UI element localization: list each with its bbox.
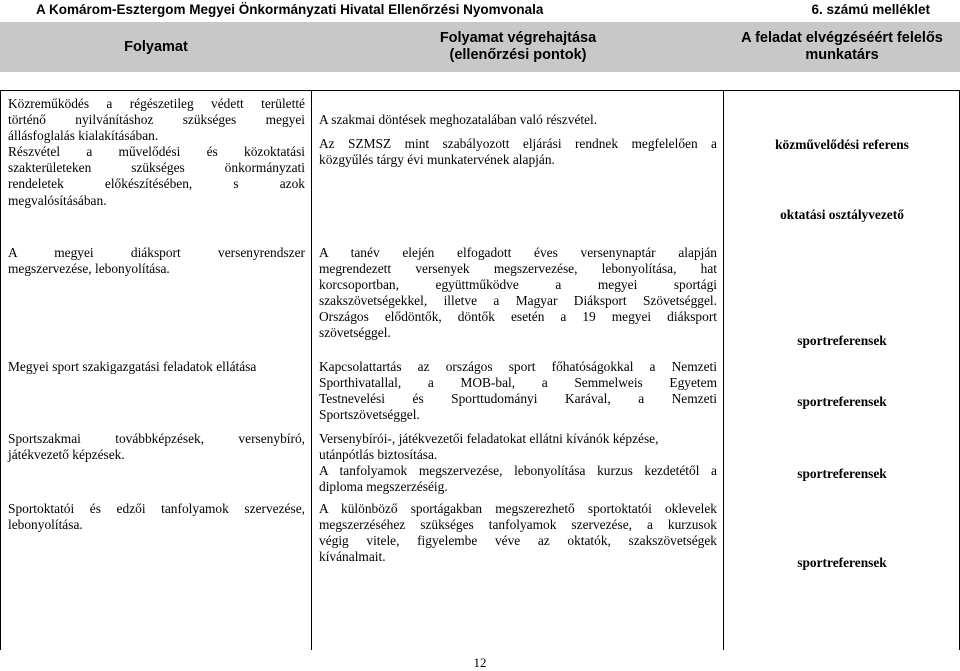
row-5-responsible: sportreferensek bbox=[797, 555, 887, 570]
annex-label: 6. számú melléklet bbox=[811, 2, 930, 17]
row-3-process: Megyei sport szakigazgatási feladatok ellátása bbox=[8, 359, 257, 374]
row-4-responsible: sportreferensek bbox=[797, 466, 887, 481]
table-top-rule bbox=[0, 90, 960, 91]
row-4-process: Sportszakmai továbbképzések, versenybíró, játékvezető képzések. bbox=[8, 431, 305, 463]
header-execution: Folyamat végrehajtása (ellenőrzési pontok) bbox=[439, 30, 597, 63]
row-2-execution: A tanév elején elfogadott éves versenynaptár alapján megrendezett versenyek megszervezése, lebonyolítása, hat korcsoportban, együttműködve a megyei sportági szakszövetségekkel, illetve a Magyar Diáksport Szövetséggel. Országos elődöntők, döntők esetén a 19 megyei diáksport szövetséggel. bbox=[319, 245, 717, 341]
row-1-responsible-1: közművelődési referens bbox=[775, 137, 909, 152]
row-5-execution: A különböző sportágakban megszerezhető sportoktatói oklevelek megszerzéséhez szükséges tanfolyamok szervezése, a kurzusok végig vitele, figyelembe véve az oktatók, szakszövetségek kívánalmait. bbox=[319, 501, 717, 565]
row-2-process: A megyei diáksport versenyrendszer megszervezése, lebonyolítása. bbox=[8, 245, 305, 277]
row-2-responsible: sportreferensek bbox=[797, 333, 887, 348]
document-top-line bbox=[0, 0, 960, 20]
column-divider-1 bbox=[0, 90, 1, 650]
row-1-responsible-2: oktatási osztályvezető bbox=[780, 207, 904, 222]
header-responsible: A feladat elvégzéséért felelős munkatárs bbox=[741, 30, 943, 63]
column-divider-2 bbox=[311, 90, 312, 650]
document-title: A Komárom-Esztergom Megyei Önkormányzati Hivatal Ellenőrzési Nyomvonala bbox=[36, 2, 544, 17]
row-1-process: Közreműködés a régészetileg védett területté történő nyilvánításhoz szükséges megyei állásfoglalás kialakításában. Részvétel a művelődési és közoktatási szakterületeken szükséges önkormányzati rendeletek előkészítésében, s azok megvalósításában. bbox=[8, 96, 305, 208]
table-header bbox=[0, 22, 960, 72]
row-3-responsible: sportreferensek bbox=[797, 394, 887, 409]
header-process: Folyamat bbox=[124, 38, 188, 55]
row-4-execution: Versenybírói-, játékvezetői feladatokat ellátni kívánók képzése, utánpótlás biztosítása. A tanfolyamok megszervezése, lebonyolítása kurzus kezdetétől a diploma megszerzéséig. bbox=[319, 431, 717, 495]
row-5-process: Sportoktatói és edzői tanfolyamok szervezése, lebonyolítása. bbox=[8, 501, 305, 533]
row-1-execution: A szakmai döntések meghozatalában való részvétel. Az SZMSZ mint szabályozott eljárási rendnek megfelelően a közgyűlés tárgy évi munkatervének alapján. bbox=[319, 112, 717, 168]
row-3-execution: Kapcsolattartás az országos sport főhatóságokkal a Nemzeti Sporthivatallal, a MOB-bal, a Semmelweis Egyetem Testnevelési és Sporttudományi Karával, a Nemzeti Sportszövetséggel. bbox=[319, 359, 717, 423]
page-number: 12 bbox=[473, 655, 487, 670]
